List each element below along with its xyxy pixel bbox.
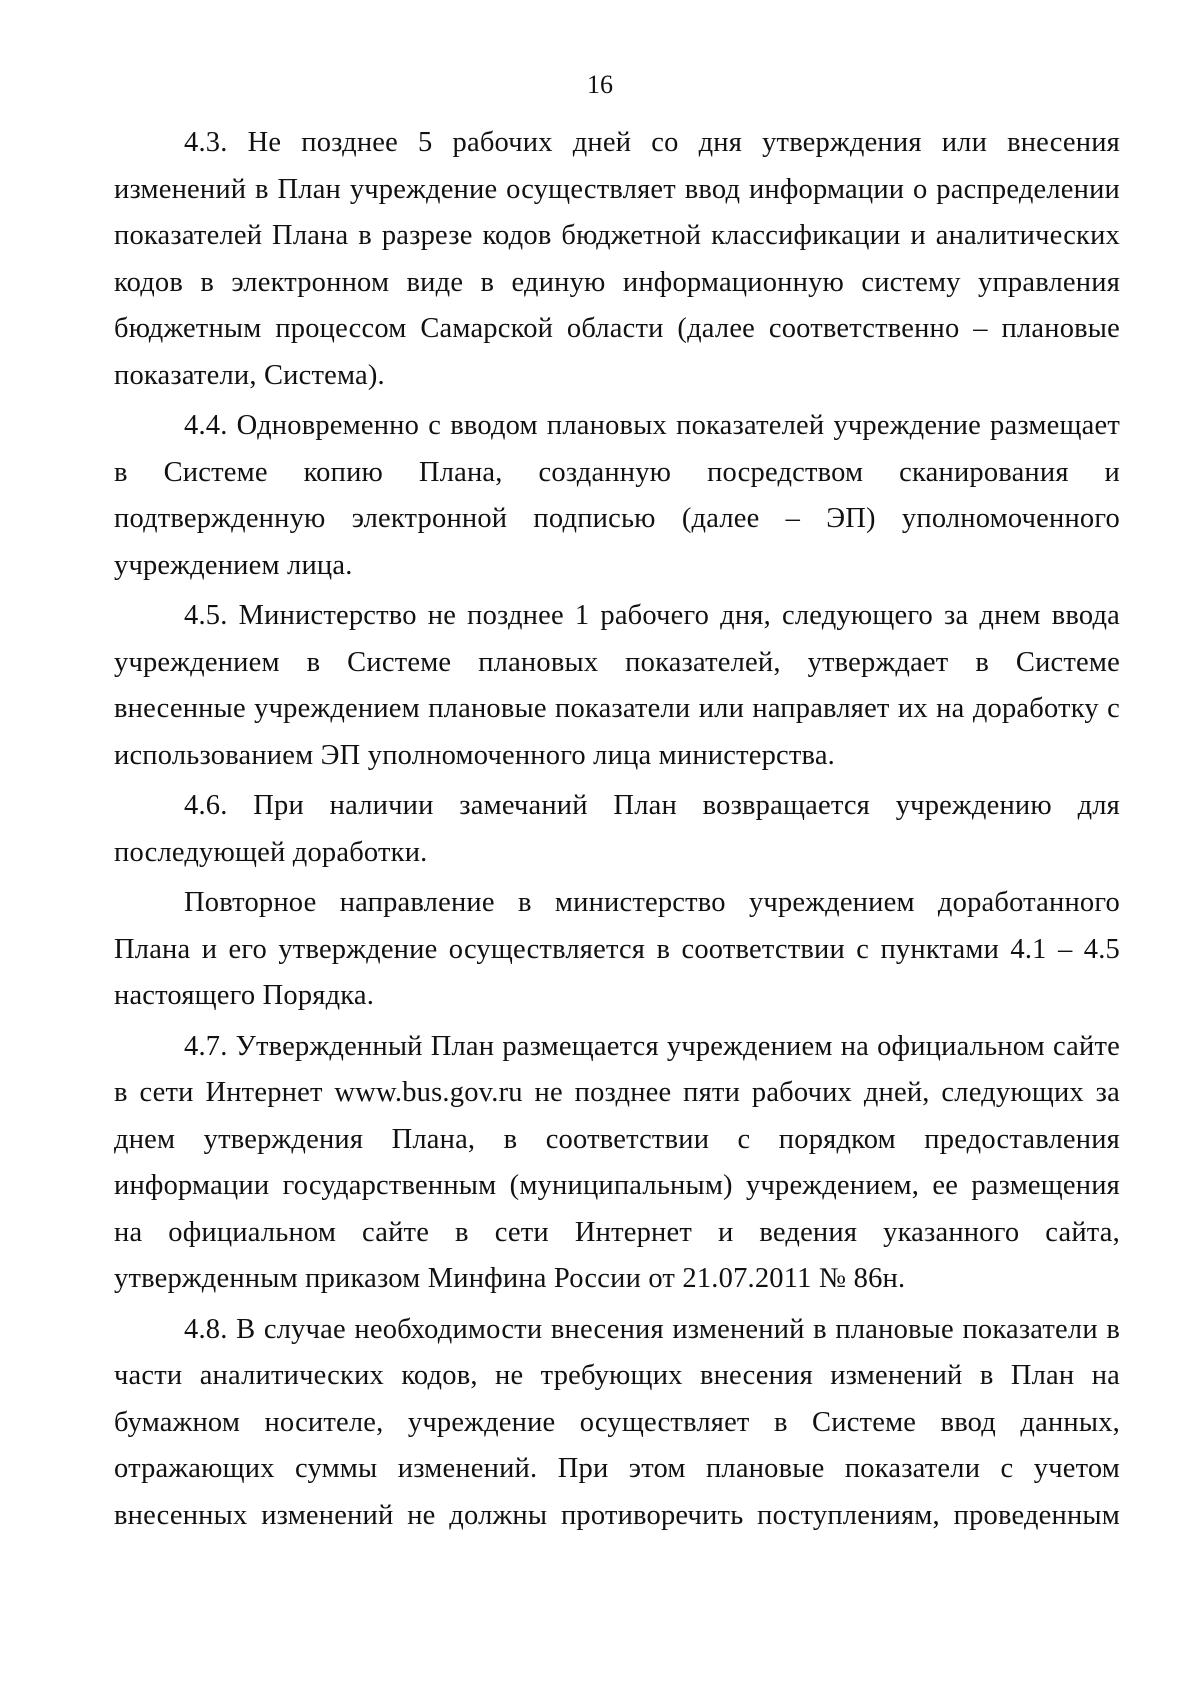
page-number: 16 bbox=[587, 70, 613, 99]
paragraph-4-4: 4.4. Одновременно с вводом плановых показателей учреждение размещает в Системе копию Плана, созданную посредством сканирования и подтвержденную электронной подписью (далее – ЭП) уполномоченного учреждением лица. bbox=[114, 410, 1120, 581]
paragraph-4-8: 4.8. В случае необходимости внесения изменений в плановые показатели в части аналитических кодов, не требующих внесения изменений в План на бумажном носителе, учреждение осуществляет в Системе ввод данных, отражающих суммы изменений. При этом плановые показатели с учетом внесенных изменений не должны противоречить поступлениям, проведенным bbox=[114, 1313, 1120, 1531]
paragraph-4-6-continuation: Повторное направление в министерство учреждением доработанного Плана и его утверждение осуществляется в соответствии с пунктами 4.1 – 4.5 настоящего Порядка. bbox=[114, 887, 1120, 1011]
paragraph-4-7: 4.7. Утвержденный План размещается учреждением на официальном сайте в сети Интернет www.bus.gov.ru не позднее пяти рабочих дней, следующих за днем утверждения Плана, в соответствии с порядком предоставления информации государственным (муниципальным) учреждением, ее размещения на официальном сайте в сети Интернет и ведения указанного сайта, утвержденным приказом Минфина России от 21.07.2011 № 86н. bbox=[114, 1030, 1120, 1294]
document-body bbox=[114, 120, 1120, 1543]
paragraph-4-6: 4.6. При наличии замечаний План возвращается учреждению для последующей доработки. bbox=[114, 790, 1120, 868]
paragraph-4-5: 4.5. Министерство не позднее 1 рабочего дня, следующего за днем ввода учреждением в Системе плановых показателей, утверждает в Системе внесенные учреждением плановые показатели или направляет их на доработку с использованием ЭП уполномоченного лица министерства. bbox=[114, 600, 1120, 771]
paragraph-4-3: 4.3. Не позднее 5 рабочих дней со дня утверждения или внесения изменений в План учреждение осуществляет ввод информации о распределении показателей Плана в разрезе кодов бюджетной классификации и аналитических кодов в электронном виде в единую информационную систему управления бюджетным процессом Самарской области (далее соответственно – плановые показатели, Система). bbox=[114, 127, 1120, 391]
